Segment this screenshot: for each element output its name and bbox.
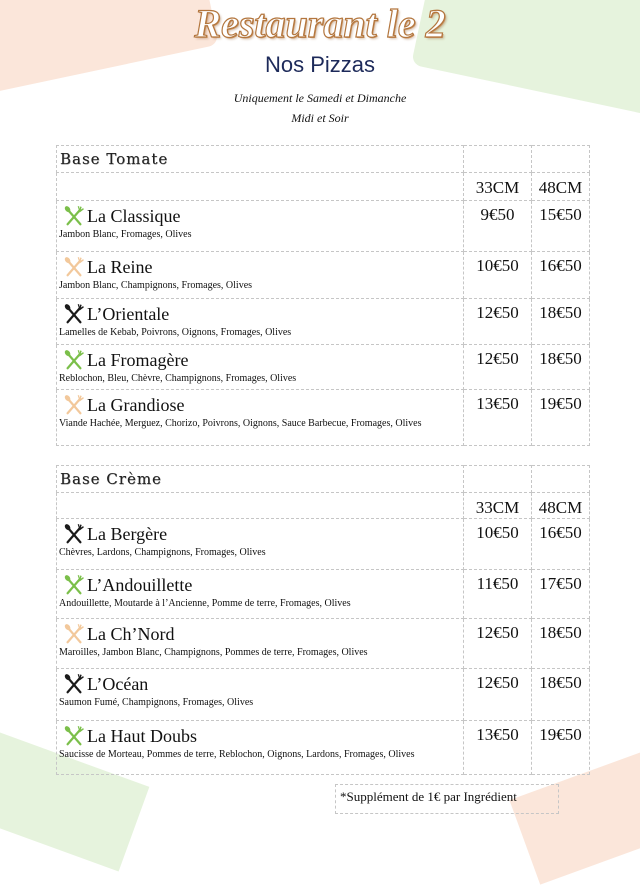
- pizza-description: Saumon Fumé, Champignons, Fromages, Olives: [59, 697, 254, 708]
- availability-note-hours: Midi et Soir: [291, 111, 349, 125]
- utensils-icon: [63, 574, 85, 596]
- pizza-name: La Haut Doubs: [87, 725, 197, 746]
- utensils-icon: [63, 349, 85, 371]
- size-header-small: 33CM: [464, 493, 532, 519]
- price-48cm: 18€50: [532, 669, 590, 721]
- section-title: Base Tomate: [57, 146, 464, 173]
- price-33cm: 9€50: [464, 201, 532, 252]
- price-33cm: 12€50: [464, 619, 532, 669]
- pizza-description: Jambon Blanc, Fromages, Olives: [59, 229, 192, 240]
- menu-item-row: [57, 669, 590, 721]
- utensils-icon: [63, 523, 85, 545]
- menu-table-base-creme: [56, 465, 590, 775]
- menu-item-row: [57, 390, 590, 446]
- restaurant-logo: Restaurant le 2: [194, 1, 446, 46]
- supplement-footnote: *Supplément de 1€ par Ingrédient: [335, 784, 559, 814]
- availability-note: Uniquement le Samedi et Dimanche: [233, 91, 407, 105]
- size-header-large: 48CM: [532, 173, 590, 201]
- utensils-icon: [63, 725, 85, 747]
- menu-table-base-tomate: [56, 145, 590, 446]
- pizza-description: Reblochon, Bleu, Chèvre, Champignons, Fromages, Olives: [59, 373, 297, 384]
- price-48cm: 16€50: [532, 519, 590, 570]
- price-33cm: 10€50: [464, 519, 532, 570]
- pizza-name: La Grandiose: [87, 394, 185, 415]
- price-33cm: 10€50: [464, 252, 532, 299]
- pizza-name: L’Andouillette: [87, 574, 193, 595]
- menu-item-row: [57, 619, 590, 669]
- menu-item-row: [57, 299, 590, 345]
- price-48cm: 15€50: [532, 201, 590, 252]
- utensils-icon: [63, 205, 85, 227]
- price-48cm: 18€50: [532, 619, 590, 669]
- price-48cm: 19€50: [532, 390, 590, 446]
- pizza-description: Chèvres, Lardons, Champignons, Fromages, Olives: [59, 547, 266, 558]
- price-33cm: 13€50: [464, 390, 532, 446]
- utensils-icon: [63, 394, 85, 416]
- pizza-name: La Ch’Nord: [87, 623, 175, 644]
- pizza-description: Jambon Blanc, Champignons, Fromages, Olives: [59, 280, 253, 291]
- pizza-description: Lamelles de Kebab, Poivrons, Oignons, Fromages, Olives: [59, 327, 292, 338]
- price-48cm: 17€50: [532, 570, 590, 619]
- size-header-small: 33CM: [464, 173, 532, 201]
- menu-item-row: [57, 570, 590, 619]
- price-48cm: 18€50: [532, 345, 590, 390]
- pizza-name: La Reine: [87, 256, 153, 277]
- pizza-name: L’Orientale: [87, 303, 170, 324]
- pizza-name: La Classique: [87, 205, 181, 226]
- pizza-description: Saucisse de Morteau, Pommes de terre, Reblochon, Oignons, Lardons, Fromages, Olives: [59, 749, 415, 760]
- price-48cm: 19€50: [532, 721, 590, 775]
- price-48cm: 18€50: [532, 299, 590, 345]
- menu-item-row: [57, 201, 590, 252]
- section-title: Base Crème: [57, 466, 464, 493]
- price-48cm: 16€50: [532, 252, 590, 299]
- utensils-icon: [63, 303, 85, 325]
- utensils-icon: [63, 673, 85, 695]
- price-33cm: 11€50: [464, 570, 532, 619]
- price-33cm: 12€50: [464, 669, 532, 721]
- pizza-name: La Bergère: [87, 523, 168, 544]
- utensils-icon: [63, 623, 85, 645]
- menu-item-row: [57, 252, 590, 299]
- pizza-description: Andouillette, Moutarde à l’Ancienne, Pomme de terre, Fromages, Olives: [59, 598, 351, 609]
- pizza-description: Maroilles, Jambon Blanc, Champignons, Pommes de terre, Fromages, Olives: [59, 647, 368, 658]
- price-33cm: 12€50: [464, 345, 532, 390]
- price-33cm: 12€50: [464, 299, 532, 345]
- menu-item-row: [57, 519, 590, 570]
- page-title: Nos Pizzas: [264, 52, 376, 77]
- pizza-name: La Fromagère: [87, 349, 189, 370]
- pizza-name: L’Océan: [87, 673, 149, 694]
- size-header-large: 48CM: [532, 493, 590, 519]
- utensils-icon: [63, 256, 85, 278]
- menu-item-row: [57, 721, 590, 775]
- pizza-description: Viande Hachée, Merguez, Chorizo, Poivrons, Oignons, Sauce Barbecue, Fromages, Olives: [59, 418, 422, 429]
- menu-item-row: [57, 345, 590, 390]
- price-33cm: 13€50: [464, 721, 532, 775]
